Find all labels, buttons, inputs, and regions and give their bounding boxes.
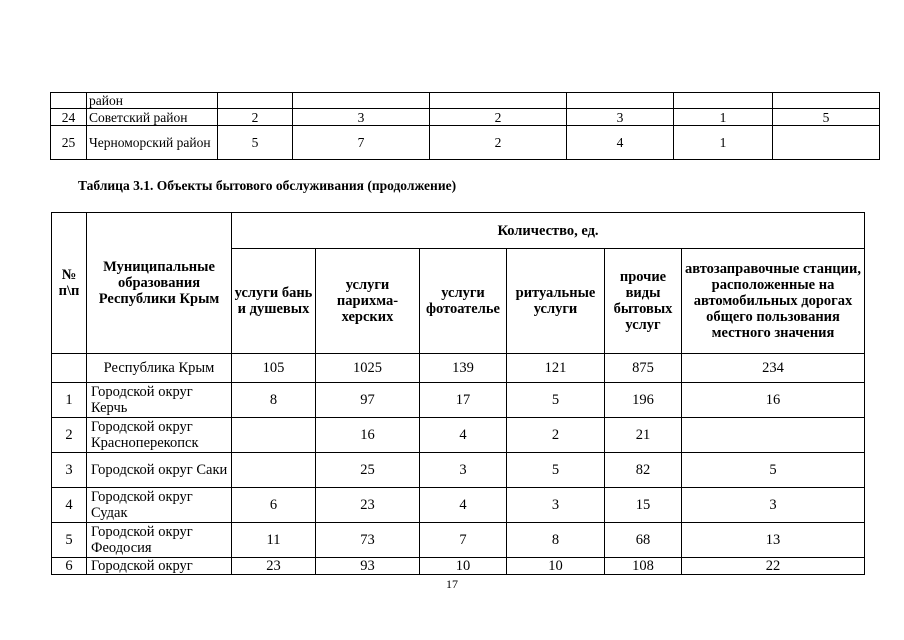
header-photo-studio: услуги фотоателье [420, 249, 507, 354]
row-value: 23 [232, 558, 316, 575]
row-value: 8 [507, 523, 605, 558]
row-value: 3 [567, 109, 674, 126]
row-value: 25 [316, 453, 420, 488]
previous-table-fragment [50, 92, 880, 160]
row-value: 5 [507, 453, 605, 488]
header-baths: услуги бань и душевых [232, 249, 316, 354]
row-value: 2 [218, 109, 293, 126]
header-quantity: Количество, ед. [232, 213, 865, 249]
row-value: 5 [773, 109, 880, 126]
page-number: 17 [446, 577, 458, 591]
row-value: 108 [605, 558, 682, 575]
row-value: 10 [507, 558, 605, 575]
row-value: 82 [605, 453, 682, 488]
total-value: 139 [420, 354, 507, 383]
row-num: 1 [52, 383, 87, 418]
total-num [52, 354, 87, 383]
row-value [430, 93, 567, 109]
row-value: 2 [507, 418, 605, 453]
header-hairdressers: услуги парихма-херских [316, 249, 420, 354]
header-municipality: Муниципальные образования Республики Крым [87, 213, 232, 354]
row-value [232, 453, 316, 488]
row-value: 5 [507, 383, 605, 418]
row-value: 2 [430, 109, 567, 126]
row-num: 25 [51, 126, 87, 160]
row-value: 23 [316, 488, 420, 523]
row-name: Городской округ [87, 558, 232, 575]
row-value: 17 [420, 383, 507, 418]
table-row [52, 523, 865, 558]
row-value [567, 93, 674, 109]
row-value: 93 [316, 558, 420, 575]
row-name: Черноморский район [87, 126, 218, 160]
row-value: 21 [605, 418, 682, 453]
row-value [218, 93, 293, 109]
row-num: 4 [52, 488, 87, 523]
total-row [52, 354, 865, 383]
row-value: 7 [420, 523, 507, 558]
row-value: 68 [605, 523, 682, 558]
header-other-services: прочие виды бытовых услуг [605, 249, 682, 354]
row-value: 1 [674, 109, 773, 126]
row-value: 6 [232, 488, 316, 523]
row-value: 11 [232, 523, 316, 558]
header-gas-stations: автозаправочные станции, расположенные на автомобильных дорогах общего пользования местного значения [682, 249, 865, 354]
row-value: 15 [605, 488, 682, 523]
table-caption: Таблица 3.1. Объекты бытового обслуживания (продолжение) [78, 178, 457, 193]
row-num: 2 [52, 418, 87, 453]
row-value: 73 [316, 523, 420, 558]
row-value: 7 [293, 126, 430, 160]
total-value: 121 [507, 354, 605, 383]
total-value: 875 [605, 354, 682, 383]
total-value: 1025 [316, 354, 420, 383]
row-value: 1 [674, 126, 773, 160]
row-value: 3 [420, 453, 507, 488]
row-value [682, 418, 865, 453]
table-row [51, 93, 880, 109]
row-value: 2 [430, 126, 567, 160]
row-name: Городской округ Судак [87, 488, 232, 523]
row-value: 4 [567, 126, 674, 160]
row-value: 3 [507, 488, 605, 523]
table-row [51, 109, 880, 126]
row-value [232, 418, 316, 453]
table-row [52, 488, 865, 523]
row-value [773, 126, 880, 160]
row-num [51, 93, 87, 109]
row-value: 4 [420, 418, 507, 453]
row-value: 13 [682, 523, 865, 558]
row-value [293, 93, 430, 109]
row-value: 5 [218, 126, 293, 160]
row-name: Городской округ Феодосия [87, 523, 232, 558]
row-value: 196 [605, 383, 682, 418]
total-value: 105 [232, 354, 316, 383]
header-num: № п\п [52, 213, 87, 354]
row-value: 97 [316, 383, 420, 418]
row-num: 6 [52, 558, 87, 575]
row-num: 3 [52, 453, 87, 488]
row-value: 16 [682, 383, 865, 418]
table-row [52, 558, 865, 575]
total-value: 234 [682, 354, 865, 383]
table-row [52, 418, 865, 453]
services-table [51, 212, 865, 575]
row-name: район [87, 93, 218, 109]
row-value: 3 [293, 109, 430, 126]
row-value: 10 [420, 558, 507, 575]
row-name: Городской округ Керчь [87, 383, 232, 418]
row-value [773, 93, 880, 109]
row-num: 24 [51, 109, 87, 126]
row-num: 5 [52, 523, 87, 558]
header-ritual-services: ритуальные услуги [507, 249, 605, 354]
row-name: Советский район [87, 109, 218, 126]
table-row [51, 126, 880, 160]
row-value: 3 [682, 488, 865, 523]
row-value: 8 [232, 383, 316, 418]
row-value: 5 [682, 453, 865, 488]
table-row [52, 453, 865, 488]
row-value: 16 [316, 418, 420, 453]
row-name: Городской округ Красноперекопск [87, 418, 232, 453]
total-name: Республика Крым [87, 354, 232, 383]
row-name: Городской округ Саки [87, 453, 232, 488]
row-value: 4 [420, 488, 507, 523]
row-value: 22 [682, 558, 865, 575]
table-row [52, 383, 865, 418]
row-value [674, 93, 773, 109]
